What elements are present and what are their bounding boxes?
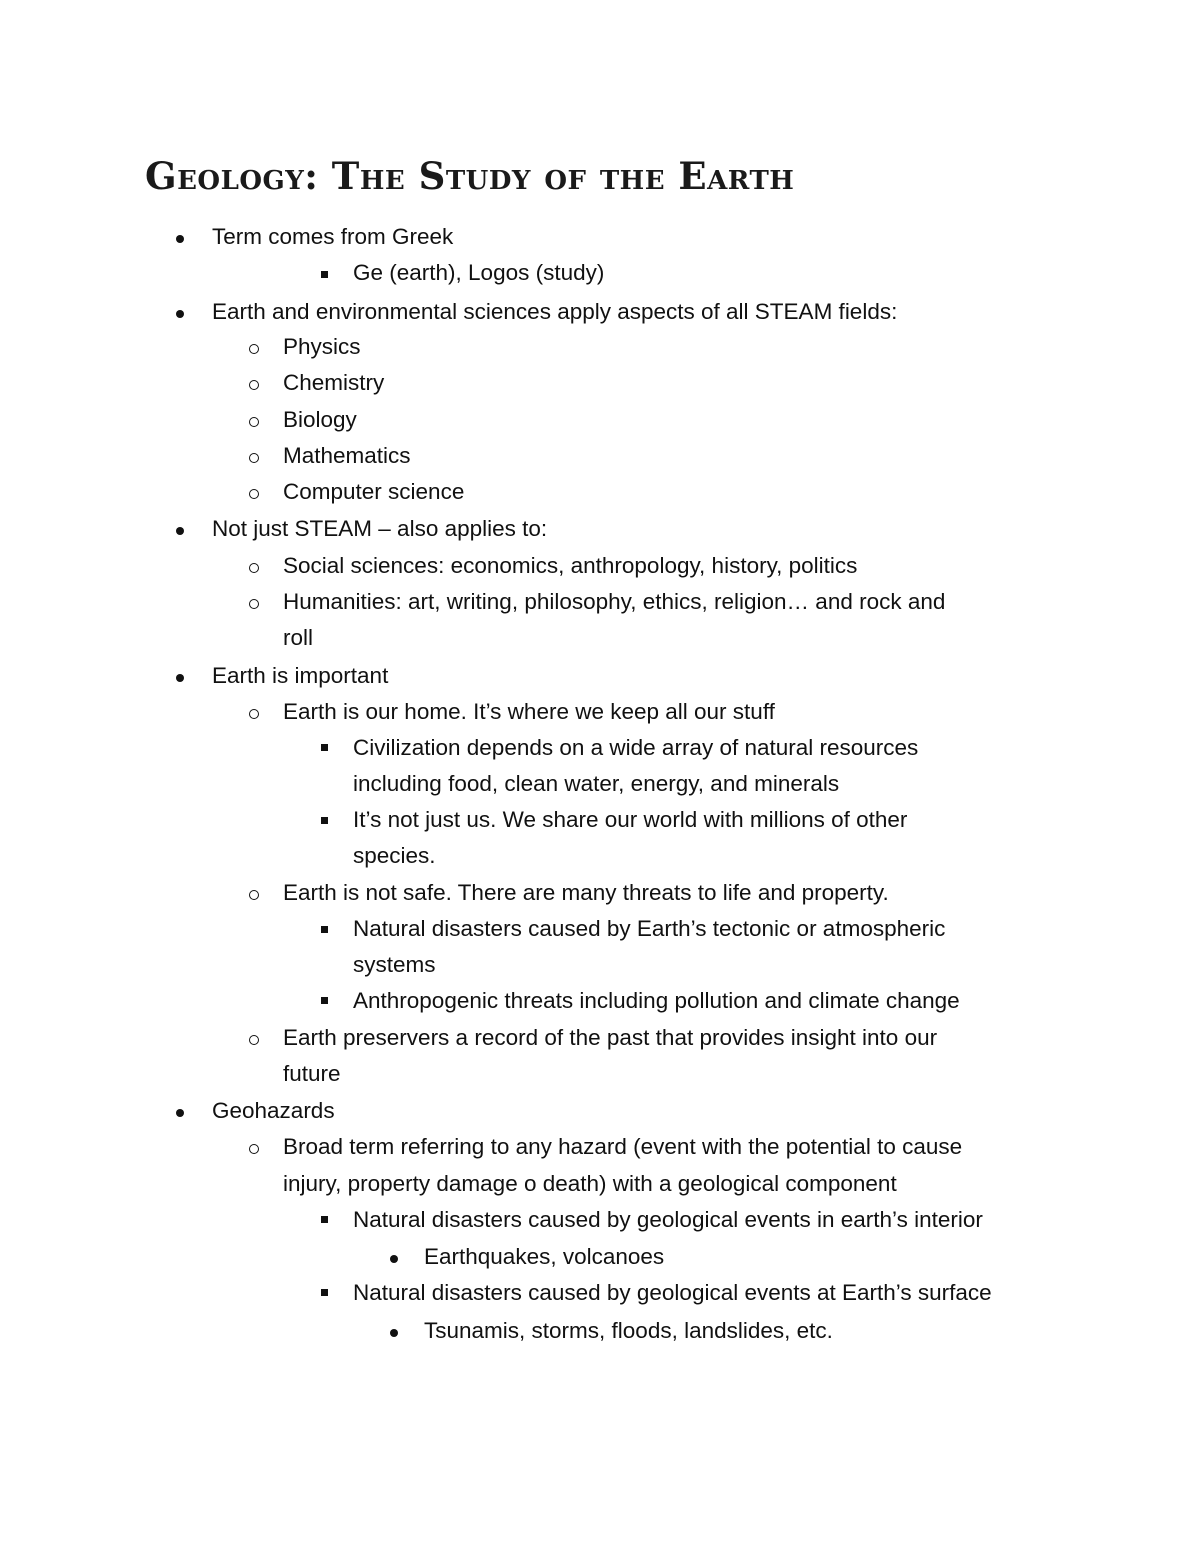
list-item: Social sciences: economics, anthropology, history, politics: [283, 553, 858, 578]
list-item: Ge (earth), Logos (study): [353, 260, 605, 285]
bullet-circle-icon: [249, 489, 259, 499]
bullet-square-icon: [321, 744, 328, 751]
list-item: Civilization depends on a wide array of natural resources: [353, 735, 919, 760]
bullet-square-icon: [321, 926, 328, 933]
list-item: It’s not just us. We share our world with millions of other: [353, 807, 908, 832]
list-item: Biology: [283, 407, 357, 432]
list-item: Geohazards: [212, 1098, 335, 1123]
list-item: Earth and environmental sciences apply aspects of all STEAM fields:: [212, 299, 898, 324]
bullet-square-icon: [321, 817, 328, 824]
bullet-circle-icon: [249, 709, 259, 719]
bullet-disc-icon: [176, 310, 184, 318]
list-item: Tsunamis, storms, floods, landslides, etc.: [424, 1318, 833, 1343]
bullet-square-icon: [321, 1289, 328, 1296]
list-item: Mathematics: [283, 443, 411, 468]
list-item: Earth preservers a record of the past that provides insight into our: [283, 1025, 938, 1050]
list-item: Humanities: art, writing, philosophy, ethics, religion… and rock and: [283, 589, 946, 614]
list-item: Earth is our home. It’s where we keep all our stuff: [283, 699, 775, 724]
bullet-square-icon: [321, 271, 328, 278]
list-item-continuation: including food, clean water, energy, and minerals: [353, 771, 840, 796]
bullet-circle-icon: [249, 563, 259, 573]
bullet-disc-icon: [390, 1255, 398, 1263]
document-title: Geology: The Study of the Earth: [145, 154, 795, 198]
bullet-circle-icon: [249, 599, 259, 609]
list-item: Physics: [283, 334, 361, 359]
bullet-disc-icon: [176, 1109, 184, 1117]
list-item: Broad term referring to any hazard (event with the potential to cause: [283, 1134, 963, 1159]
list-item: Earth is not safe. There are many threats to life and property.: [283, 880, 889, 905]
list-item: Chemistry: [283, 370, 385, 395]
list-item: Natural disasters caused by geological events at Earth’s surface: [353, 1280, 992, 1305]
bullet-circle-icon: [249, 417, 259, 427]
list-item-continuation: roll: [283, 625, 314, 650]
bullet-circle-icon: [249, 890, 259, 900]
list-item-continuation: species.: [353, 843, 436, 868]
list-item: Earth is important: [212, 663, 389, 688]
bullet-disc-icon: [176, 674, 184, 682]
list-item-continuation: injury, property damage o death) with a geological component: [283, 1171, 897, 1196]
bullet-square-icon: [321, 1216, 328, 1223]
list-item: Term comes from Greek: [212, 224, 454, 249]
bullet-circle-icon: [249, 453, 259, 463]
list-item: Natural disasters caused by geological events in earth’s interior: [353, 1207, 983, 1232]
bullet-circle-icon: [249, 1144, 259, 1154]
bullet-square-icon: [321, 997, 328, 1004]
list-item: Computer science: [283, 479, 465, 504]
bullet-disc-icon: [176, 235, 184, 243]
list-item: Anthropogenic threats including pollution and climate change: [353, 988, 960, 1013]
list-item: Not just STEAM – also applies to:: [212, 516, 548, 541]
list-item: Earthquakes, volcanoes: [424, 1244, 665, 1269]
bullet-circle-icon: [249, 344, 259, 354]
list-item-continuation: systems: [353, 952, 436, 977]
bullet-disc-icon: [176, 527, 184, 535]
list-item: Natural disasters caused by Earth’s tectonic or atmospheric: [353, 916, 946, 941]
bullet-circle-icon: [249, 380, 259, 390]
bullet-circle-icon: [249, 1035, 259, 1045]
bullet-disc-icon: [390, 1329, 398, 1337]
list-item-continuation: future: [283, 1061, 341, 1086]
